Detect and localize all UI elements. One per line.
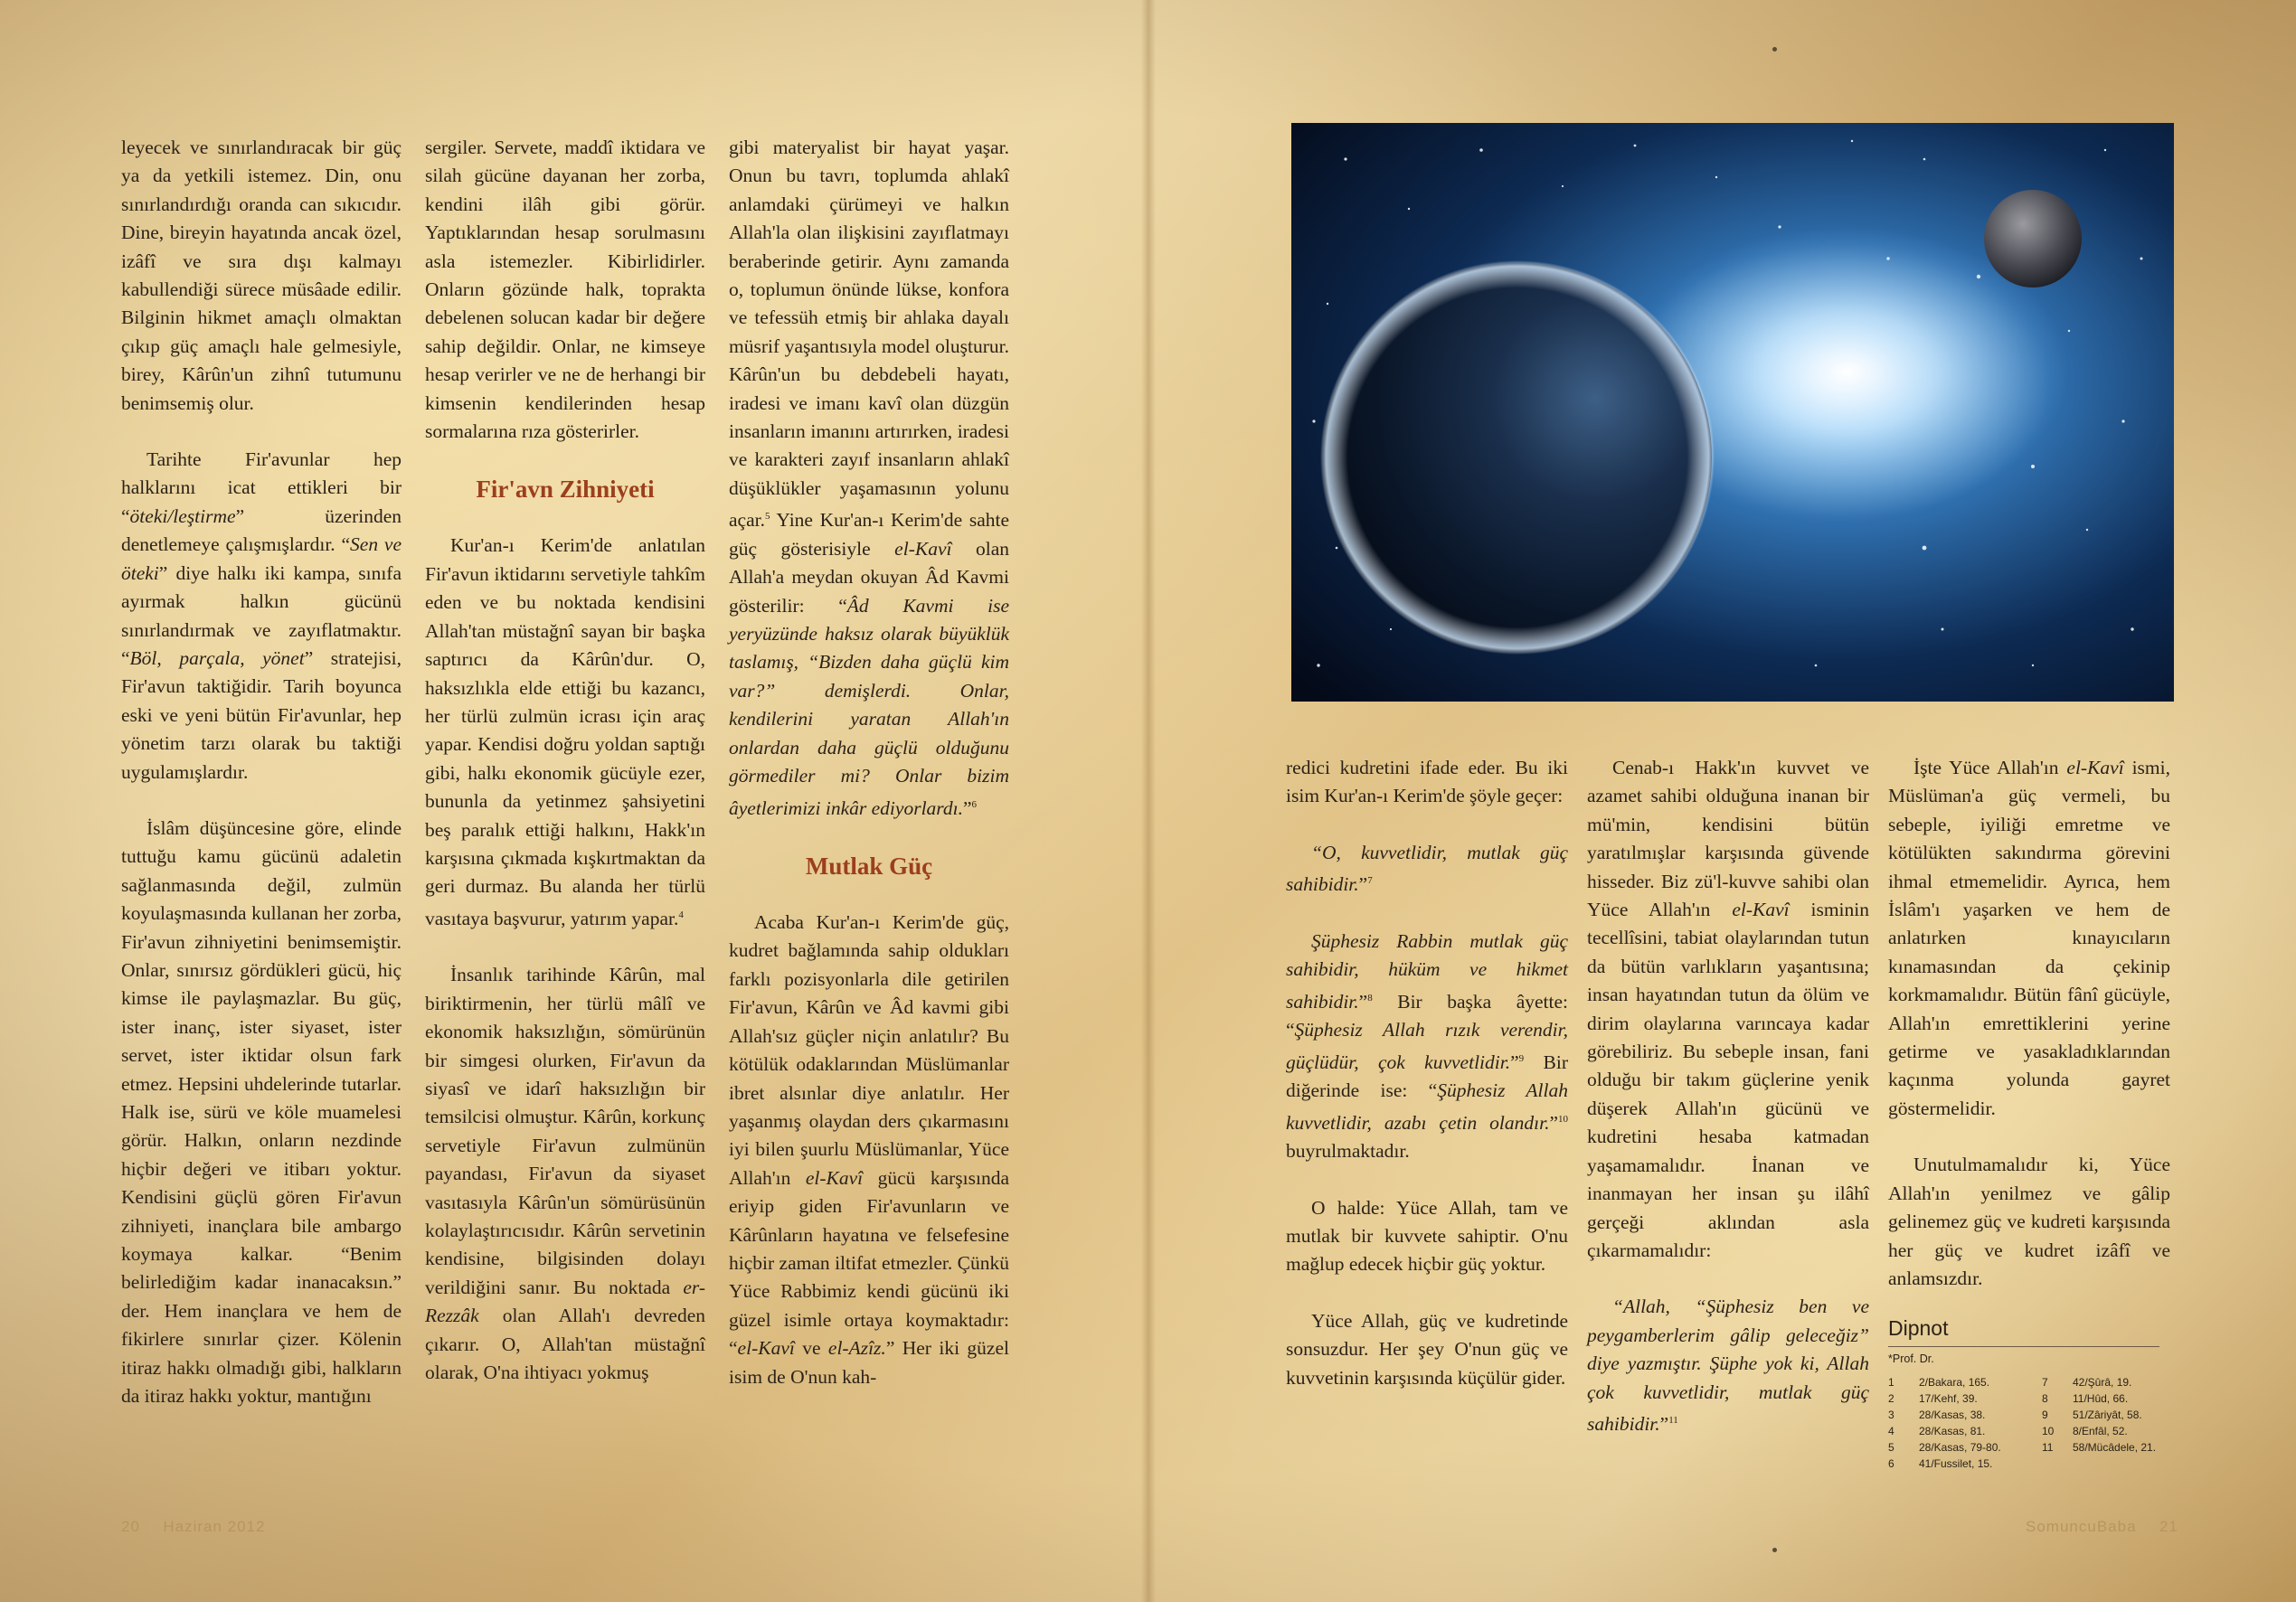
paragraph: gibi materyalist bir hayat yaşar. Onun bu tavrı, toplumda ahlakî anlamdaki çürümeyi ve halkın Allah'la olan ilişkisini zayıflatmayı beraberinde getirir. Aynı zamanda o, toplumun önünde lükse, konfora ve tefessüh etmiş bir ahlaka dayalı müsrif yaşantısıyla model oluşturur. Kârûn'un bu debdebeli hayatı, iradesi ve imanı kavî olan düzgün insanların imanını artırırken, iradesi ve karakteri zayıf insanların ahlakî düşüklükler yaşamasının yolunu açar.$^5$ Yine Kur'an-ı Kerim'de sahte güç gösterisiyle el-Kavî olan Allah'a meydan okuyan Âd Kavmi gösterilir: “Âd Kavmi ise yeryüzünde haksız olarak büyüklük taslamış, “Bizden daha güçlü kim var?” demişlerdi. Onlar, kendilerini yaratan Allah'ın onlardan daha güçlü olduğunu görmediler mi? Onlar bizim âyetlerimizi inkâr ediyorlardı.”$^6$ (729, 137, 1009, 819)
footnotes-title: Dipnot (1888, 1316, 1949, 1341)
column-2 (425, 134, 705, 1415)
paragraph: leyecek ve sınırlandıracak bir güç ya da yetkili istemez. Din, onu sınırlandırdığı oranda can sıkıcıdır. Dine, bireyin hayatında ancak özel, izâfî ve sıra dışı kalmayı kabullendiği sürece müsâade edilir. Bilginin hikmet amaçlı olmaktan çıkıp güç amaçlı hale gelmesiyle, birey, Kârûn'un zihnî tutumunu benimsemiş olur. (121, 137, 402, 414)
quote: “O, kuvvetlidir, mutlak güç sahibidir.”$^7$ (1286, 841, 1568, 896)
column-1 (121, 134, 402, 1438)
footnote-item: 4 28/Kasas, 81. (1888, 1425, 1986, 1438)
column-5 (1587, 754, 1869, 1467)
footnote-list (1888, 1374, 2170, 1472)
footnote-item: 10 8/Enfâl, 52. (2042, 1425, 2128, 1438)
paragraph: Cenab-ı Hakk'ın kuvvet ve azamet sahibi olduğuna inanan bir mü'min, kendisini bütün yaratılmışlar karşısında güvende hisseder. Biz zü'l-kuvve sahibi olan Yüce Allah'ın el-Kavî isminin tecellîsini, tabiat olaylarından tutun da bütün varlıkların yaşantısına; insan hayatından tutun da ölüm ve dirim olaylarına varıncaya kadar görebiliriz. Bu sebeple insan, fani olduğu bir takım güçlerine yenik düşerek Allah'ın gücünü ve kudretini hesaba katmadan yaşamamalıdır. İnanan ve inanmayan her insan şu ilâhî gerçeği aklından asla çıkarmamalıdır: (1587, 757, 1870, 1261)
paragraph: redici kudretini ifade eder. Bu iki isim Kur'an-ı Kerim'de şöyle geçer: (1286, 757, 1568, 807)
planet-space-image (1291, 123, 2174, 702)
paper-speck (1772, 47, 1777, 52)
paragraph: Yüce Allah, güç ve kudretinde sonsuzdur. Her şey O'nun güç ve kuvvetinin karşısında küçülür gider. (1286, 1309, 1568, 1389)
page-number-right: SomuncuBaba | 21 (2026, 1518, 2178, 1535)
quote: “Allah, “Şüphesiz ben ve peygamberlerim gâlip geleceğiz” diye yazmıştır. Şüphe yok ki, Allah çok kuvvetlidir, mutlak güç sahibidir.”$^{11}$ (1587, 1296, 1869, 1436)
column-3 (729, 134, 1009, 1419)
footnote-item (2042, 1456, 2168, 1472)
footnote-item: 5 28/Kasas, 79-80. (1888, 1441, 2001, 1455)
footnote-item: 2 17/Kehf, 39. (1888, 1392, 1978, 1406)
paper-speck (1772, 1548, 1777, 1552)
page-spine (1141, 0, 1156, 1602)
divider (1888, 1346, 2159, 1347)
footnote-item: 1 2/Bakara, 165. (1888, 1376, 1990, 1390)
paragraph: İnsanlık tarihinde Kârûn, mal biriktirmenin, her türlü mâlî ve ekonomik haksızlığın, sömürünün bir simgesi olurken, Fir'avun da siyasî ve idarî haksızlığın bir temsilcisi olmuştur. Kârûn, korkunç servetiyle Fir'avun zulmünün payandası, Fir'avun da siyaset vasıtasıyla Kârûn'un sömürüsünün kolaylaştırıcısıdır. Kârûn servetinin kendisine, bilgisinden dolayı verildiğini sanır. Bu noktada er-Rezzâk olan Allah'ı devreden çıkarır. O, Allah'tan müstağnî olarak, O'na ihtiyacı yokmuş (425, 964, 705, 1383)
quote: Şüphesiz Rabbin mutlak güç sahibidir, hüküm ve hikmet sahibidir.”$^8$ Bir başka âyette: “Şüphesiz Allah rızık verendir, güçlüdür, çok kuvvetlidir.”$^9$ Bir diğerinde ise: “Şüphesiz Allah kuvvetlidir, azabı çetin olandır.”$^{10}$ buyrulmaktadır. (1286, 929, 1568, 1163)
footnotes (1888, 1315, 2170, 1472)
footnote-item: 9 51/Zâriyât, 58. (2042, 1409, 2142, 1422)
footnote-item: 6 41/Fussilet, 15. (1888, 1457, 1993, 1471)
footnote-item: 8 11/Hûd, 66. (2042, 1392, 2129, 1406)
section-heading: Fir'avn Zihniyeti (476, 476, 655, 504)
page-number-left: 20 | Haziran 2012 (121, 1518, 266, 1535)
paragraph: Acaba Kur'an-ı Kerim'de güç, kudret bağlamında sahip oldukları farklı pozisyonlarla dile getirilen Fir'avun, Kârûn ve Âd kavmi gibi Allah'sız güçler niçin anlatılır? Bu kötülük odaklarından Müslümanlar ibret alsınlar diye anlatılır. Her yaşanmış olaydan ders çıkarmasını iyi bilen şuurlu Müslümanlar, Yüce Allah'ın el-Kavî gücü karşısında eriyip giden Fir'avunların ve Kârûnların hayatına ve felsefesine hiçbir zaman iltifat etmezler. Çünkü Yüce Rabbimiz kendi gücünü iki güzel isimle ortaya koymaktadır: “el-Kavî ve el-Azîz.” Her iki güzel isim de O'nun kah- (729, 911, 1009, 1388)
section-heading: Mutlak Güç (805, 853, 933, 881)
column-4 (1286, 754, 1568, 1420)
footnote-item: 3 28/Kasas, 38. (1888, 1409, 1986, 1422)
paragraph: Tarihte Fir'avunlar hep halklarını icat ettikleri bir “öteki/leştirme” üzerinden denetlemeye çalışmışlardır. “Sen ve öteki” diye halkı iki kampa, sınıfa ayırmak halkın gücünü sınırlandırmak ve zayıflatmaktır. “Böl, parçala, yönet” stratejisi, Fir'avun taktiğidir. Tarih boyunca eski ve yeni bütün Fir'avunlar, hep yönetim tarzı olarak bu taktiği uygulamışlardır. (121, 448, 402, 783)
paragraph: Kur'an-ı Kerim'de anlatılan Fir'avun iktidarını servetiyle tahkîm eden ve bu noktada kendisini Allah'tan müstağnî sayan bir başka saptırıcı da Kârûn'dur. O, haksızlıkla elde ettiği bu kazancı, her türlü zulmün icrası için araç yapar. Kendisi doğru yoldan saptığı gibi, halkı ekonomik gücüyle ezer, bununla da yetinmez şahsiyetini beş paralık ettiği halkını, Hakk'ın karşısına çıkmada kışkırtmaktan da geri durmaz. Bu alanda her türlü vasıtaya başvurur, yatırım yapar.$^4$ (425, 534, 705, 929)
column-6 (1888, 754, 2170, 1472)
footnote-item: 11 58/Mücâdele, 21. (2042, 1441, 2157, 1455)
paragraph: sergiler. Servete, maddî iktidara ve silah gücüne dayanan her zorba, kendini ilâh gibi görür. Yaptıklarından hesap sorulmasını asla istemezler. Kibirlidirler. Onların gözünde halk, toprakta debelenen solucan kadar bir değere sahip değildir. Onlar, ne kimseye hesap verirler ve ne de herhangi bir kimsenin kendilerinden hesap sormalarına rıza gösterirler. (425, 137, 705, 443)
footnote-item: 7 42/Şûrâ, 19. (2042, 1376, 2132, 1390)
paragraph: İslâm düşüncesine göre, elinde tuttuğu kamu gücünü adaletin sağlanmasında değil, zulmün koyulaşmasında kullanan her zorba, Fir'avun zihniyetini benimsemiştir. Onlar, sınırsız gördükleri gücü, hiç kimse ile paylaşmazlar. Bu güç, ister inanç, ister siyaset, ister servet, ister iktidar olsun fark etmez. Hepsini uhdelerinde tutarlar. Halk ise, sürü ve köle muamelesi görür. Halkın, onların nezdinde hiçbir değeri ve itibarı yoktur. Kendisini güçlü gören Fir'avun zihniyeti, inançlara bile ambargo koymaya kalkar. “Benim belirlediğim kadar inanacaksın.” der. Hem inançlara ve hem de fikirlere sınırlar çizer. Kölenin itiraz hakkı olmadığı gibi, halkların da itiraz hakkı yoktur, mantığını (121, 816, 402, 1408)
author-note: *Prof. Dr. (1888, 1352, 1934, 1366)
paragraph: Unutulmamalıdır ki, Yüce Allah'ın yenilmez ve gâlip gelinemez güç ve kudreti karşısında her güç ve kudret izâfî ve anlamsızdır. (1888, 1154, 2170, 1289)
paragraph: İşte Yüce Allah'ın el-Kavî ismi, Müslüman'a güç vermeli, bu sebeple, iyiliği emretme ve kötülükten sakındırma görevini ihmal etmemelidir. Ayrıca, hem İslâm'ı yaşarken ve hem de anlatırken kınayıcıların kınamasından da çekinip korkmamalıdır. Bütün fânî gücüyle, Allah'ın emrettiklerini yerine getirme ve yasakladıklarından kaçınma yolunda gayret göstermelidir. (1888, 757, 2170, 1119)
paragraph: O halde: Yüce Allah, tam ve mutlak bir kuvvete sahiptir. O'nu mağlup edecek hiçbir güç yoktur. (1286, 1196, 1568, 1276)
